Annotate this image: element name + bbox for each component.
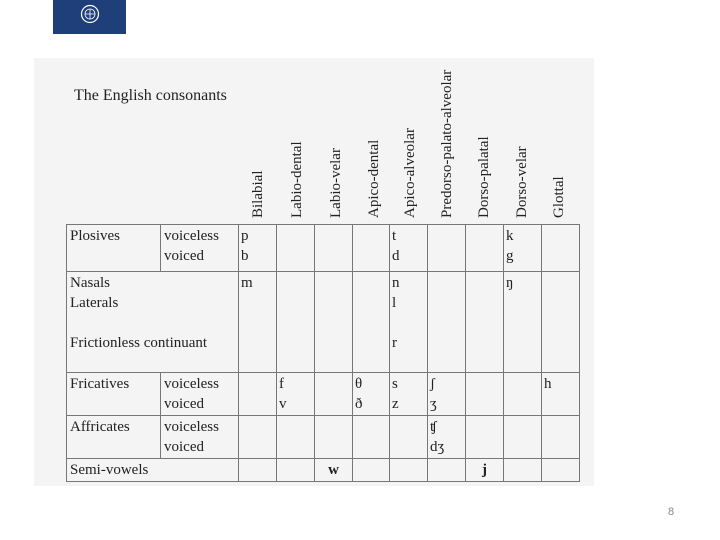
- sound-cell: [542, 373, 580, 416]
- phoneme: [468, 374, 501, 394]
- sound-cell: [353, 272, 390, 373]
- phoneme: [506, 460, 539, 480]
- voicing-label: voiceless: [164, 419, 219, 435]
- sound-cell: [239, 272, 277, 373]
- col-header-labio-dental: Labio-dental: [289, 141, 305, 218]
- sound-cell: [466, 373, 504, 416]
- phoneme: [392, 460, 425, 480]
- sound-cell: [390, 272, 428, 373]
- manner-label: Semi-vowels: [70, 462, 149, 478]
- phoneme: [468, 226, 501, 246]
- row-label: [67, 272, 239, 373]
- sound-cell: [239, 225, 277, 272]
- phoneme: [468, 273, 501, 293]
- sound-cell: [353, 225, 390, 272]
- phoneme: [544, 460, 577, 480]
- phoneme: [392, 313, 425, 333]
- phoneme: [241, 417, 274, 437]
- sound-cell: [428, 416, 466, 459]
- sound-cell: [390, 459, 428, 482]
- phoneme: l: [392, 295, 397, 311]
- phoneme: d: [392, 248, 400, 264]
- phoneme: [430, 273, 463, 293]
- phoneme: ʧ: [430, 419, 437, 435]
- phoneme: [279, 460, 312, 480]
- voicing-label: voiced: [164, 396, 204, 412]
- phoneme: ŋ: [506, 275, 514, 291]
- phoneme: j: [482, 462, 487, 478]
- table-row-fricatives: [67, 373, 580, 416]
- sound-cell: [315, 459, 353, 482]
- phoneme: [506, 374, 539, 394]
- phoneme: w: [328, 462, 339, 478]
- phoneme: ʒ: [430, 396, 437, 412]
- sound-cell: [428, 459, 466, 482]
- sound-cell: [239, 459, 277, 482]
- sound-cell: [277, 416, 315, 459]
- sound-cell: [428, 272, 466, 373]
- table-row-semivowels: [67, 459, 580, 482]
- sound-cell: [428, 225, 466, 272]
- sound-cell: [315, 416, 353, 459]
- phoneme: [355, 417, 387, 437]
- sound-cell: [542, 225, 580, 272]
- phoneme: [317, 417, 350, 437]
- sound-cell: [353, 416, 390, 459]
- phoneme: v: [279, 396, 287, 412]
- phoneme: [355, 273, 387, 293]
- voicing-label: voiced: [164, 439, 204, 455]
- col-header-bilabial: Bilabial: [250, 170, 266, 218]
- page-number: 8: [668, 506, 675, 518]
- col-header-labio-velar: Labio-velar: [328, 148, 344, 218]
- col-header-predorso-palato-alveolar: Predorso-palato-alveolar: [439, 69, 455, 218]
- table-row-nasals: [67, 272, 580, 373]
- sound-cell: [390, 373, 428, 416]
- phoneme: h: [544, 376, 552, 392]
- phoneme: n: [392, 275, 400, 291]
- phoneme: f: [279, 376, 284, 392]
- phoneme: p: [241, 228, 249, 244]
- phoneme: m: [241, 275, 253, 291]
- phoneme: [430, 460, 463, 480]
- phoneme: [241, 374, 274, 394]
- sound-cell: [466, 272, 504, 373]
- phoneme: [241, 460, 274, 480]
- sound-cell: [315, 373, 353, 416]
- sound-cell: [239, 373, 277, 416]
- sound-cell: [277, 272, 315, 373]
- sound-cell: [315, 272, 353, 373]
- sound-cell: [466, 416, 504, 459]
- page-title: The English consonants: [74, 87, 227, 104]
- phoneme: [506, 417, 539, 437]
- phoneme: g: [506, 248, 514, 264]
- sound-cell: [277, 459, 315, 482]
- phoneme: k: [506, 228, 514, 244]
- row-label: [67, 416, 161, 459]
- sound-cell: [239, 416, 277, 459]
- table-row-plosives: [67, 225, 580, 272]
- voicing-cell: [161, 225, 239, 272]
- sound-cell: [390, 416, 428, 459]
- phoneme: ʃ: [430, 376, 435, 392]
- voicing-label: voiceless: [164, 228, 219, 244]
- sound-cell: [542, 272, 580, 373]
- table-row-affricates: [67, 416, 580, 459]
- col-header-dorso-palatal: Dorso-palatal: [476, 136, 492, 218]
- phoneme: dʒ: [430, 439, 445, 455]
- row-label: [67, 373, 161, 416]
- voicing-cell: [161, 373, 239, 416]
- col-header-glottal: Glottal: [551, 176, 567, 218]
- phoneme: [392, 417, 425, 437]
- phoneme: [544, 417, 577, 437]
- sound-cell: [504, 272, 542, 373]
- sound-cell: [277, 373, 315, 416]
- phoneme: [544, 273, 577, 293]
- university-logo: [53, 0, 126, 34]
- sound-cell: [504, 416, 542, 459]
- sound-cell: [353, 459, 390, 482]
- col-header-apico-dental: Apico-dental: [366, 139, 382, 218]
- phoneme: [317, 374, 350, 394]
- sound-cell: [504, 225, 542, 272]
- sound-cell: [390, 225, 428, 272]
- manner-label: Nasals Laterals Frictionless continuant: [70, 275, 208, 351]
- phoneme: t: [392, 228, 397, 244]
- phoneme: [544, 226, 577, 246]
- phoneme: [355, 226, 387, 246]
- sound-cell: [277, 225, 315, 272]
- phoneme: ð: [355, 396, 363, 412]
- phoneme: z: [392, 396, 399, 412]
- phoneme: [355, 460, 387, 480]
- row-label: [67, 225, 161, 272]
- phoneme: [279, 226, 312, 246]
- phoneme: r: [392, 335, 397, 351]
- voicing-label: voiceless: [164, 376, 219, 392]
- sound-cell: [466, 225, 504, 272]
- col-header-apico-alveolar: Apico-alveolar: [402, 128, 418, 218]
- sound-cell: [504, 373, 542, 416]
- sound-cell: [466, 459, 504, 482]
- phoneme: θ: [355, 376, 363, 392]
- phoneme: [430, 226, 463, 246]
- voicing-cell: [161, 416, 239, 459]
- phoneme: [317, 273, 350, 293]
- sound-cell: [504, 459, 542, 482]
- phoneme: [317, 226, 350, 246]
- phoneme: [279, 273, 312, 293]
- phoneme: [279, 417, 312, 437]
- manner-label: Plosives: [70, 228, 121, 244]
- sound-cell: [315, 225, 353, 272]
- sound-cell: [428, 373, 466, 416]
- voicing-label: voiced: [164, 248, 204, 264]
- sound-cell: [542, 416, 580, 459]
- consonant-table: [66, 224, 580, 482]
- manner-label: Fricatives: [70, 376, 130, 392]
- sound-cell: [353, 373, 390, 416]
- col-header-dorso-velar: Dorso-velar: [514, 146, 530, 218]
- manner-label: Affricates: [70, 419, 130, 435]
- phoneme: b: [241, 248, 249, 264]
- phoneme: s: [392, 376, 398, 392]
- row-label: [67, 459, 239, 482]
- seal-icon: [80, 4, 100, 24]
- phoneme: [468, 417, 501, 437]
- sound-cell: [542, 459, 580, 482]
